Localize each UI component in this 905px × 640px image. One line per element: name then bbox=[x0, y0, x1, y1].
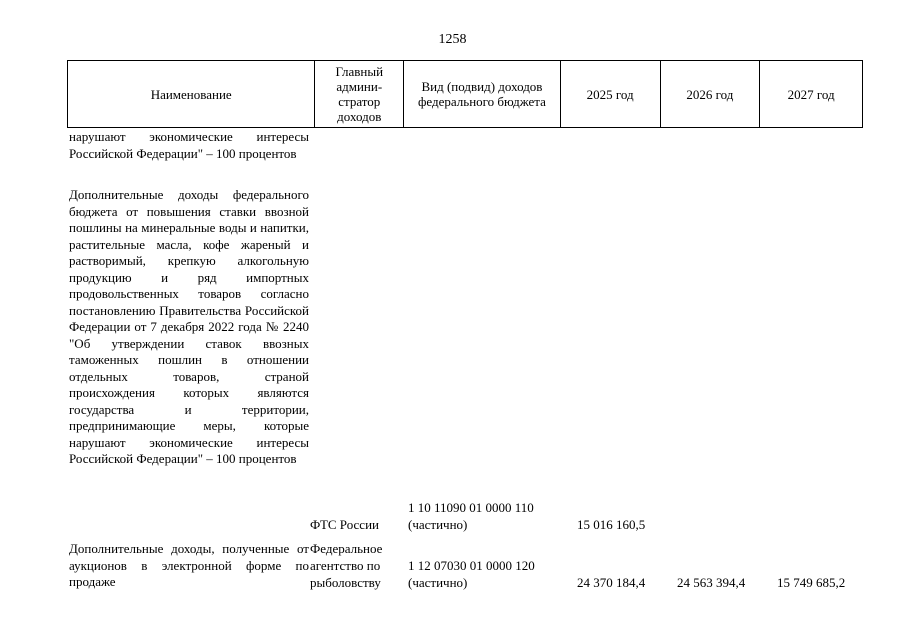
row-kind-note: (частично) bbox=[408, 517, 468, 532]
header-name: Наименование bbox=[68, 61, 315, 127]
row-value-2027: 15 749 685,2 bbox=[777, 575, 846, 590]
row-admin-line: агентство по bbox=[310, 558, 381, 573]
header-kind: Вид (подвид) доходов федерального бюджета bbox=[404, 61, 561, 127]
row-kind-note: (частично) bbox=[408, 575, 468, 590]
row-value-2026: 24 563 394,4 bbox=[677, 575, 746, 590]
row-name: Дополнительные доходы, полученные от аукционов в электронной форме по продаже bbox=[69, 541, 309, 589]
page-number: 1258 bbox=[438, 32, 467, 47]
row-kind-code: 1 10 11090 01 0000 110 bbox=[408, 500, 534, 515]
row-name: Дополнительные доходы федерального бюджета от повышения ставки ввозной пошлины на минеральные воды и напитки, растительные масла, кофе жареный и растворимый, крепкую алкогольную продукцию и ряд импортных продовольственных товаров согласно постановлению Правительства Российской Федерации от 7 декабря 2022 года № 2240 "Об утверждении ставок ввозных таможенных пошлин в отношении отдельных товаров, страной происхождения которых являются государства и территории, предпринимающие меры, которые нарушают экономические интересы Российской Федерации" – 100 процентов bbox=[69, 187, 309, 466]
row-admin-line: Федеральное bbox=[310, 541, 383, 556]
row-admin-line: рыболовству bbox=[310, 575, 381, 590]
row-value-2025: 15 016 160,5 bbox=[577, 517, 646, 532]
table-header bbox=[67, 60, 863, 128]
header-2026: 2026 год bbox=[661, 61, 761, 127]
header-2025: 2025 год bbox=[561, 61, 661, 127]
header-admin: Главный админи-стратор доходов bbox=[315, 61, 404, 127]
row-admin: ФТС России bbox=[310, 517, 379, 532]
row-name: нарушают экономические интересы Российской Федерации" – 100 процентов bbox=[69, 129, 309, 161]
header-2027: 2027 год bbox=[787, 86, 835, 102]
row-kind-code: 1 12 07030 01 0000 120 bbox=[408, 558, 535, 573]
row-value-2025: 24 370 184,4 bbox=[577, 575, 646, 590]
